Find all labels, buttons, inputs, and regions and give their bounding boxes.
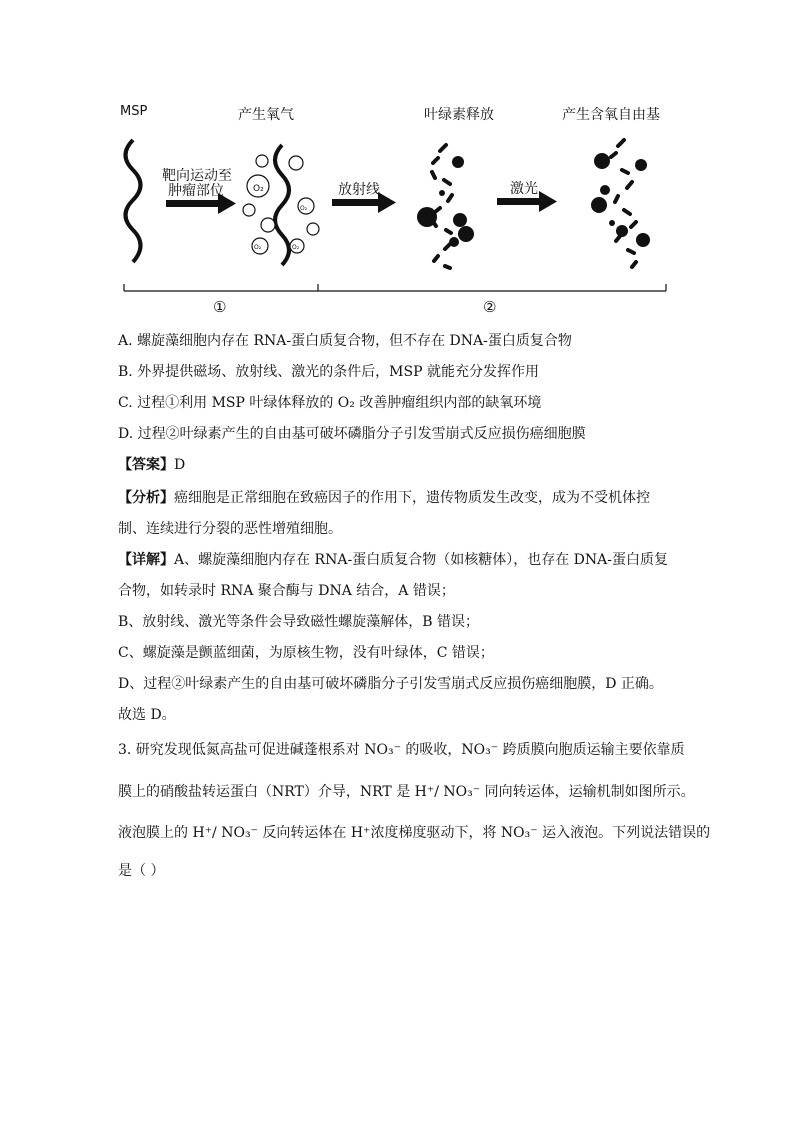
o2-bubble — [307, 223, 319, 235]
question3-line-4: 是（ ） — [118, 863, 165, 879]
detail-line-4: C、螺旋藻是颤蓝细菌，为原核生物，没有叶绿体，C 错误； — [118, 645, 494, 661]
analysis-line-1 — [118, 488, 650, 508]
option-b: B. 外界提供磁场、放射线、激光的条件后，MSP 就能充分发挥作用 — [118, 364, 539, 380]
option-d: D. 过程②叶绿素产生的自由基可破坏磷脂分子引发雪崩式反应损伤癌细胞膜 — [118, 426, 586, 442]
option-a: A. 螺旋藻细胞内存在 RNA-蛋白质复合物，但不存在 DNA-蛋白质复合物 — [118, 333, 572, 349]
msp-label: MSP — [120, 104, 148, 119]
o2-text: O₂ — [292, 244, 300, 251]
answer-value: D — [174, 457, 186, 473]
msp-spiral — [126, 140, 141, 262]
detail-text-1: A、螺旋藻细胞内存在 RNA-蛋白质复合物（如核糖体），也存在 DNA-蛋白质复 — [174, 552, 668, 568]
spiral-releasing-oxygen — [275, 145, 289, 265]
detail-line-5: D、过程②叶绿素产生的自由基可破坏磷脂分子引发雪崩式反应损伤癌细胞膜，D 正确。 — [118, 676, 663, 692]
chlorophyll-label: 叶绿素释放 — [424, 107, 494, 123]
detail-tag: 【详解】 — [118, 552, 174, 568]
msp-mechanism-figure — [0, 0, 794, 330]
analysis-line-2: 制、连续进行分裂的恶性增殖细胞。 — [118, 521, 342, 537]
figure-drawing — [0, 0, 794, 330]
o2-bubble — [261, 218, 275, 232]
question3-line-3: 液泡膜上的 H⁺/ NO₃⁻ 反向转运体在 H⁺浓度梯度驱动下，将 NO₃⁻ 运入液泡。下列说法错误的 — [118, 825, 711, 841]
detail-line-2: 合物，如转录时 RNA 聚合酶与 DNA 结合，A 错误； — [118, 583, 455, 599]
o2-bubble — [243, 204, 255, 216]
step-bracket — [124, 284, 666, 291]
question3-line-1: 3. 研究发现低氮高盐可促进碱蓬根系对 NO₃⁻ 的吸收，NO₃⁻ 跨质膜向胞质运输主要依靠质 — [118, 742, 685, 758]
detail-line-1 — [118, 550, 668, 570]
arrow3-label: 激光 — [510, 181, 538, 197]
question3-line-2: 膜上的硝酸盐转运蛋白（NRT）介导，NRT 是 H⁺/ NO₃⁻ 同向转运体，运输机制如图所示。 — [118, 784, 695, 800]
arrow2-label: 放射线 — [338, 182, 380, 198]
o2-text: O₂ — [300, 205, 308, 212]
arrow1-label-line1: 靶向运动至 — [162, 168, 232, 184]
o2-text: O₂ — [254, 244, 262, 251]
o2-bubble — [256, 155, 268, 167]
radical-label: 产生含氧自由基 — [562, 107, 660, 123]
answer-tag: 【答案】 — [118, 457, 174, 473]
detail-line-3: B、放射线、激光等条件会导致磁性螺旋藻解体，B 错误； — [118, 614, 480, 630]
answer-line — [118, 455, 185, 475]
o2-text: O₂ — [253, 184, 264, 194]
broken-spiral-chlorophyll — [432, 145, 452, 268]
chlorophyll-dots — [417, 156, 474, 247]
analysis-text-1: 癌细胞是正常细胞在致癌因子的作用下，遗传物质发生改变，成为不受机体控 — [174, 490, 650, 506]
step1-marker: ① — [213, 298, 227, 316]
option-c: C. 过程①利用 MSP 叶绿体释放的 O₂ 改善肿瘤组织内部的缺氧环境 — [118, 395, 542, 411]
broken-spiral-radicals — [611, 140, 636, 267]
analysis-tag: 【分析】 — [118, 490, 174, 506]
step2-marker: ② — [483, 298, 497, 316]
arrow1-label-line2: 肿瘤部位 — [168, 183, 224, 199]
oxygen-label: 产生氧气 — [238, 107, 294, 123]
radical-dots — [591, 153, 650, 247]
o2-bubble — [289, 156, 303, 170]
detail-line-6: 故选 D。 — [118, 707, 176, 723]
